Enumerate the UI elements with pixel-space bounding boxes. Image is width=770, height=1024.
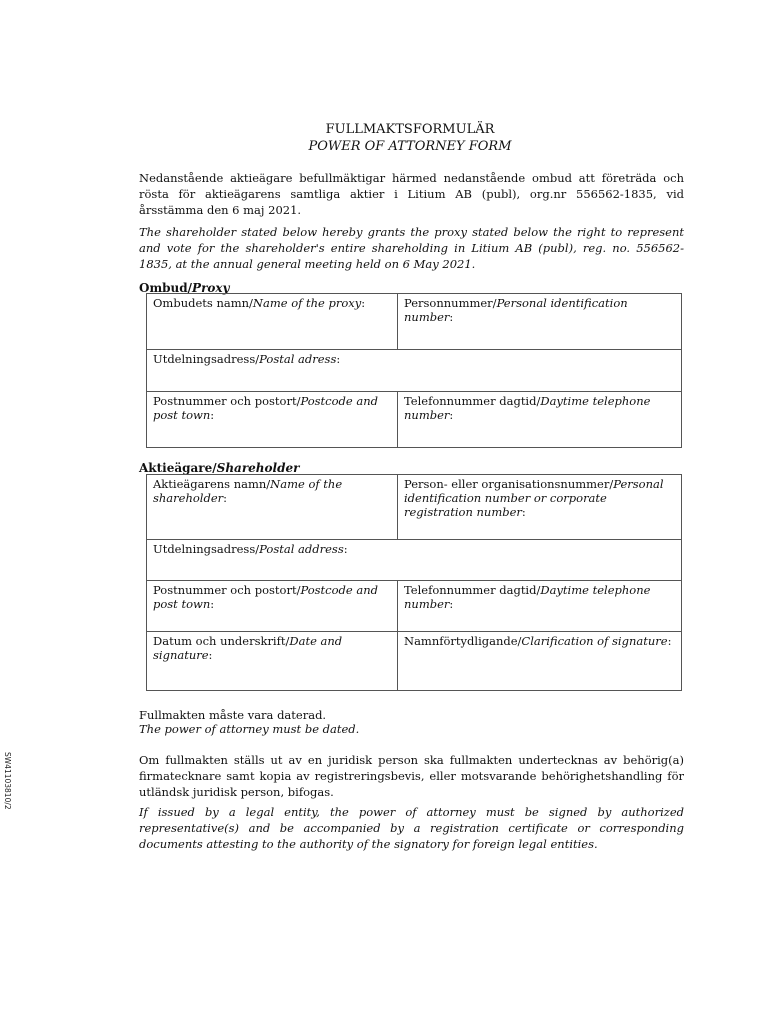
legal-entity-note-swedish: Om fullmakten ställs ut av en juridisk person ska fullmakten undertecknas av behörig(a) firmatecknare samt kopia av registreringsbevis, eller motsvarande behörighetshandling för utländsk juridisk person, bifogas. <box>139 753 684 799</box>
proxy-phone-field[interactable]: Telefonnummer dagtid/Daytime telephone number: <box>398 392 682 448</box>
legal-entity-note-english: If issued by a legal entity, the power of attorney must be signed by authorized representative(s) and be accompanied by a registration certificate or corresponding documents attesting to the authority of the signatory for foreign legal entities. <box>139 805 684 851</box>
shareholder-heading <box>139 461 299 475</box>
proxy-heading-en: Proxy <box>192 281 230 295</box>
intro-swedish: Nedanstående aktieägare befullmäktigar härmed nedanstående ombud att företräda och rösta för aktieägarens samtliga aktier i Litium AB (publ), org.nr 556562-1835, vid årsstämma den 6 maj 2021. <box>139 171 684 217</box>
proxy-postcode-field[interactable]: Postnummer och postort/Postcode and post town: <box>147 392 398 448</box>
shareholder-pid-field[interactable]: Person- eller organisationsnummer/Personal identification number or corporate registration number: <box>398 475 682 540</box>
shareholder-signature-field[interactable]: Datum och underskrift/Date and signature: <box>147 632 398 691</box>
title-swedish: FULLMAKTSFORMULÄR <box>325 122 495 137</box>
shareholder-clarification-field[interactable]: Namnförtydligande/Clarification of signature: <box>398 632 682 691</box>
dated-note-swedish: Fullmakten måste vara daterad. <box>139 708 327 722</box>
proxy-heading-sv: Ombud/ <box>139 281 193 295</box>
proxy-address-field[interactable]: Utdelningsadress/Postal adress: <box>147 350 682 392</box>
shareholder-postcode-field[interactable]: Postnummer och postort/Postcode and post town: <box>147 581 398 632</box>
shareholder-table <box>146 474 682 691</box>
document-code: SW41103810/2 <box>3 752 12 810</box>
proxy-name-field[interactable]: Ombudets namn/Name of the proxy: <box>147 294 398 350</box>
proxy-pid-field[interactable]: Personnummer/Personal identification number: <box>398 294 682 350</box>
shareholder-heading-en: Shareholder <box>216 461 300 475</box>
title-english: POWER OF ATTORNEY FORM <box>308 139 512 154</box>
intro-english: The shareholder stated below hereby grants the proxy stated below the right to represent and vote for the shareholder's entire shareholding in Litium AB (publ), reg. no. 556562-1835, at the annual general meeting held on 6 May 2021. <box>139 225 684 271</box>
shareholder-name-field[interactable]: Aktieägarens namn/Name of the shareholder: <box>147 475 398 540</box>
proxy-table <box>146 293 682 448</box>
shareholder-heading-sv: Aktieägare/ <box>139 461 217 475</box>
shareholder-phone-field[interactable]: Telefonnummer dagtid/Daytime telephone number: <box>398 581 682 632</box>
dated-note-english: The power of attorney must be dated. <box>139 722 360 736</box>
shareholder-address-field[interactable]: Utdelningsadress/Postal address: <box>147 540 682 581</box>
